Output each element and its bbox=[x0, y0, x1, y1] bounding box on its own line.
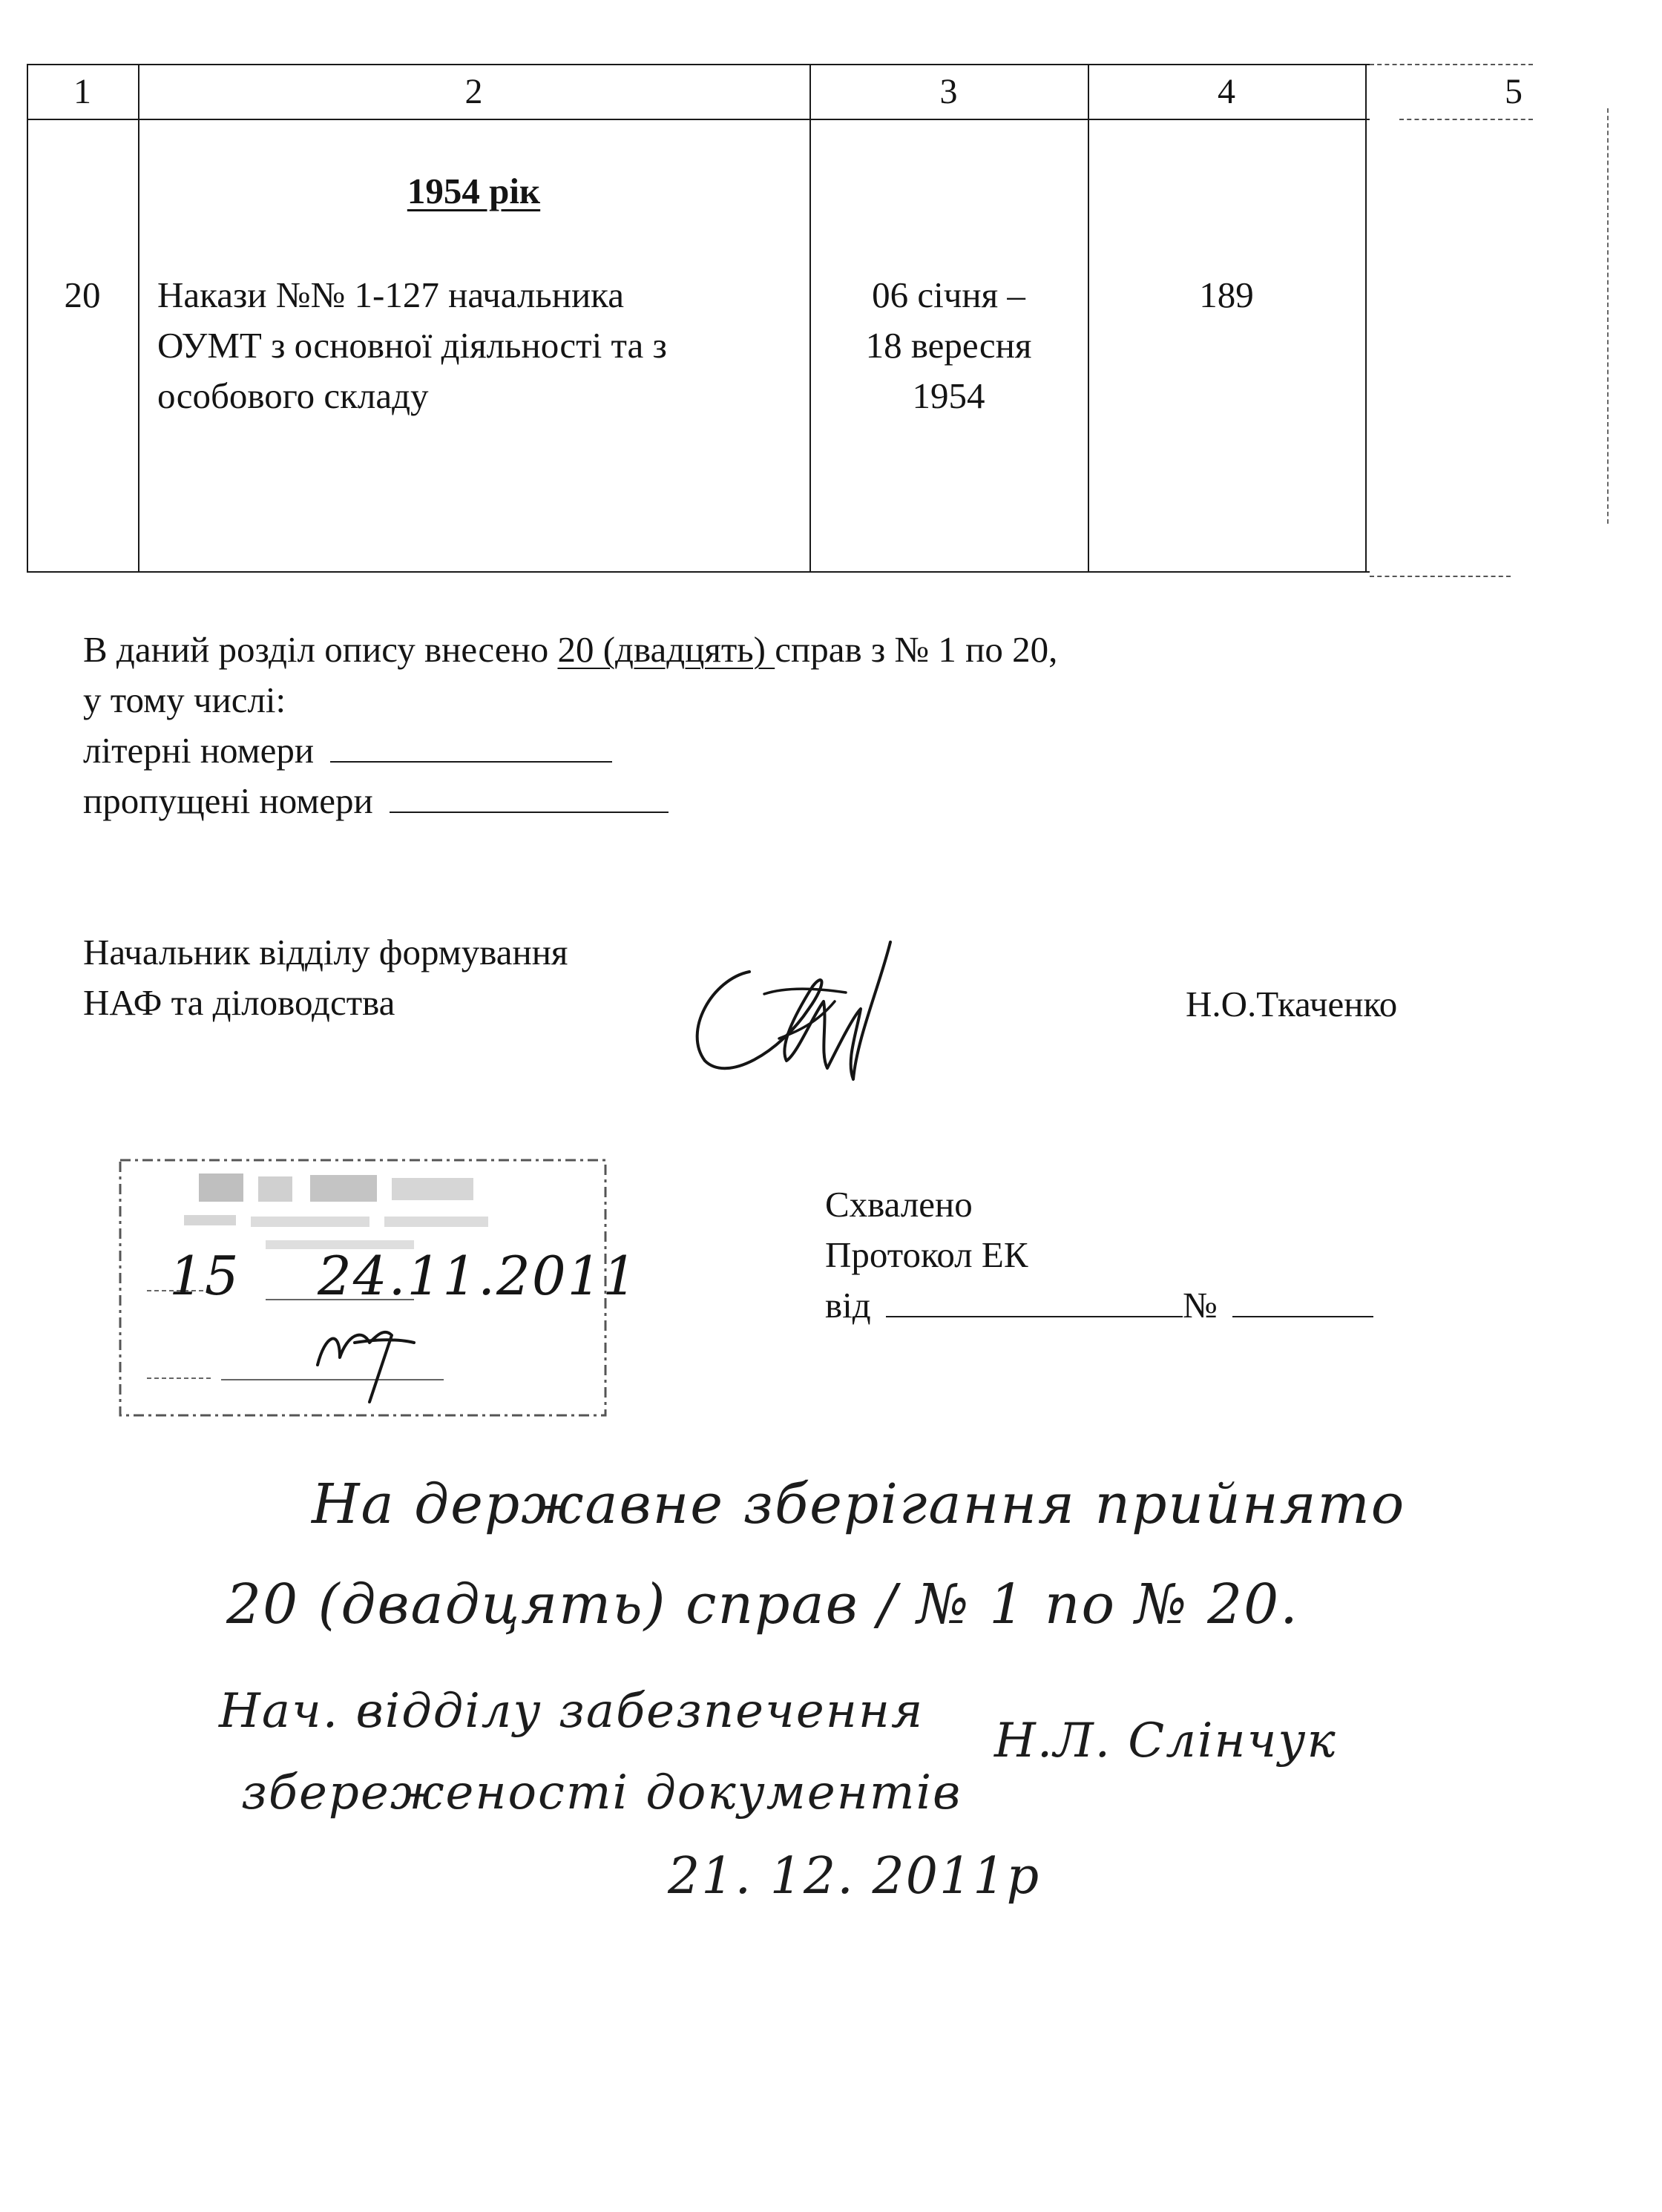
handwritten-date: 21. 12. 2011р bbox=[668, 1847, 1041, 1906]
header-col-5: 5 bbox=[1505, 72, 1523, 111]
table-bottom-border-faint bbox=[1370, 576, 1511, 577]
summary-prefix: В даний розділ опису внесено bbox=[83, 629, 558, 670]
summary-line-3 bbox=[83, 725, 1057, 776]
header-row-border bbox=[27, 119, 1370, 120]
handwritten-line-4: збереженості документів bbox=[241, 1765, 962, 1820]
letter-numbers-label: літерні номери bbox=[83, 730, 315, 771]
archive-stamp bbox=[117, 1157, 639, 1418]
column-divider-4 bbox=[1365, 64, 1367, 573]
row-title-line: особового складу bbox=[157, 375, 429, 416]
row-date-line: 06 січня – bbox=[872, 274, 1025, 315]
row-number: 20 bbox=[64, 274, 101, 315]
letter-numbers-blank bbox=[330, 727, 612, 763]
approval-date-blank bbox=[886, 1282, 1183, 1317]
column-divider-1 bbox=[138, 64, 139, 573]
signatory-title bbox=[83, 927, 568, 1028]
row-date-line: 18 вересня bbox=[865, 325, 1032, 366]
row-sheet-count: 189 bbox=[1199, 274, 1254, 315]
row-dates bbox=[809, 270, 1088, 421]
table-right-border-faint bbox=[1607, 108, 1609, 524]
summary-line-2: у тому числі: bbox=[83, 679, 286, 720]
header-col-2: 2 bbox=[464, 72, 483, 111]
summary-line-1 bbox=[83, 625, 1057, 675]
table-top-border-faint bbox=[1370, 64, 1533, 65]
missing-numbers-label: пропущені номери bbox=[83, 780, 373, 821]
handwritten-line-2: 20 (двадцять) справ / № 1 по № 20. bbox=[226, 1573, 1299, 1636]
approval-block bbox=[825, 1179, 1373, 1331]
summary-count: 20 (двадцять) bbox=[557, 629, 775, 670]
stamp-number: 15 bbox=[169, 1245, 240, 1307]
approval-date-label: від bbox=[825, 1285, 871, 1326]
table-bottom-border bbox=[27, 571, 1370, 573]
table-top-border bbox=[27, 64, 1370, 65]
handwritten-line-1: На державне зберігання прийнято bbox=[312, 1472, 1406, 1536]
header-col-3: 3 bbox=[939, 72, 958, 111]
year-heading: 1954 рік bbox=[407, 171, 541, 211]
handwritten-name: Н.Л. Слінчук bbox=[994, 1714, 1337, 1768]
header-row-border-faint bbox=[1399, 119, 1533, 120]
approval-number-blank bbox=[1232, 1282, 1373, 1317]
signatory-title-line: НАФ та діловодства bbox=[83, 982, 395, 1023]
summary-line-4 bbox=[83, 776, 1057, 826]
summary-suffix: справ з № 1 по 20, bbox=[775, 629, 1058, 670]
inventory-table bbox=[27, 64, 1533, 573]
row-title-line: Накази №№ 1-127 начальника bbox=[157, 274, 624, 315]
header-col-1: 1 bbox=[73, 72, 91, 111]
row-date-line: 1954 bbox=[912, 375, 985, 416]
handwritten-line-3: Нач. відділу забезпечення bbox=[219, 1684, 924, 1739]
missing-numbers-blank bbox=[390, 777, 669, 813]
stamp-date: 24.11.2011 bbox=[318, 1245, 639, 1307]
row-title bbox=[157, 270, 803, 421]
approval-number-sign: № bbox=[1182, 1285, 1218, 1326]
signatory-title-line: Начальник відділу формування bbox=[83, 932, 568, 972]
approval-line-2: Протокол ЕК bbox=[825, 1234, 1028, 1275]
approval-line-1: Схвалено bbox=[825, 1184, 973, 1225]
signature-mark bbox=[668, 927, 905, 1090]
signatory-name: Н.О.Ткаченко bbox=[1186, 984, 1398, 1024]
section-summary bbox=[83, 625, 1057, 826]
approval-line-3 bbox=[825, 1280, 1373, 1331]
row-title-line: ОУМТ з основної діяльності та з bbox=[157, 325, 667, 366]
header-col-4: 4 bbox=[1218, 72, 1235, 111]
